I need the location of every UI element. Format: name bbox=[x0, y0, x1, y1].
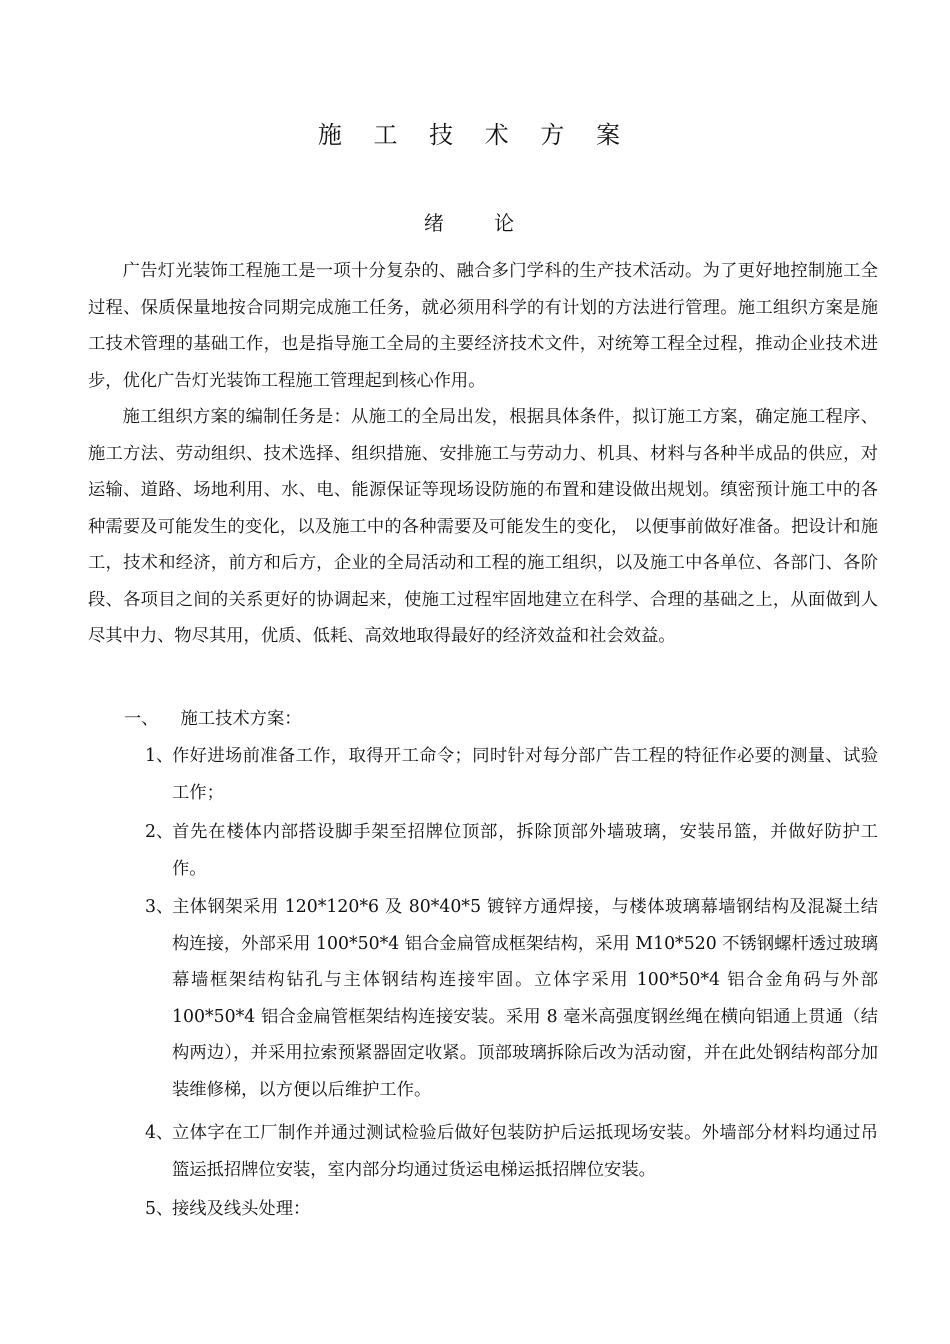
list-item-number: 2、 bbox=[145, 822, 174, 842]
list-item-text: 作好进场前准备工作，取得开工命令；同时针对每分部广告工程的特征作必要的测量、试验工作； bbox=[172, 746, 878, 803]
list-item-text: 首先在楼体内部搭设脚手架至招牌位顶部，拆除顶部外墙玻璃，安装吊篮，并做好防护工作。 bbox=[172, 822, 878, 879]
heading-construction-plan: 一、 施工技术方案： bbox=[124, 709, 302, 729]
list-item-number: 4、 bbox=[145, 1123, 174, 1143]
list-item bbox=[145, 1191, 878, 1228]
list-item bbox=[145, 738, 878, 811]
list-item-text: 主体钢架采用 120*120*6 及 80*40*5 镀锌方通焊接，与楼体玻璃幕墙钢结构及混凝土结构连接，外部采用 100*50*4 铝合金扁管成框架结构，采用 M10*520 不锈钢螺杆透过玻璃幕墙框架结构钻孔与主体钢结构连接牢固。立体字采用 100*50*4 铝合金角码与外部 100*50*4 铝合金扁管框架结构连接安装。采用 8 毫米高强度钢丝绳在横向铝通上贯通（结构两边），并采用拉索预紧器固定收紧。顶部玻璃拆除后改为活动窗，并在此处钢结构部分加装维修梯，以方便以后维护工作。 bbox=[172, 897, 878, 1100]
list-item-text: 立体字在工厂制作并通过测试检验后做好包装防护后运抵现场安装。外墙部分材料均通过吊篮运抵招牌位安装，室内部分均通过货运电梯运抵招牌位安装。 bbox=[172, 1123, 878, 1180]
intro-paragraph-1: 广告灯光装饰工程施工是一项十分复杂的、融合多门学科的生产技术活动。为了更好地控制施工全过程、保质保量地按合同期完成施工任务，就必须用科学的有计划的方法进行管理。施工组织方案是施工技术管理的基础工作，也是指导施工全局的主要经济技术文件，对统筹工程全过程，推动企业技术进步，优化广告灯光装饰工程施工管理起到核心作用。 bbox=[88, 261, 878, 391]
list-item-number: 5、 bbox=[145, 1199, 174, 1219]
section-title: 绪 论 bbox=[423, 211, 537, 235]
document-title: 施 工 技 术 方 案 bbox=[317, 121, 633, 149]
intro-paragraph-2: 施工组织方案的编制任务是：从施工的全局出发，根据具体条件，拟订施工方案，确定施工程序、施工方法、劳动组织、技术选择、组织措施、安排施工与劳动力、机具、材料与各种半成品的供应，对运输、道路、场地利用、水、电、能源保证等现场设防施的布置和建设做出规划。缜密预计施工中的各种需要及可能发生的变化，以及施工中的各种需要及可能发生的变化， 以便事前做好准备。把设计和施工，技术和经济，前方和后方，企业的全局活动和工程的施工组织，以及施工中各单位、各部门、各阶段、各项目之间的关系更好的协调起来，使施工过程牢固地建立在科学、合理的基础之上，从面做到人尽其中力、物尽其用，优质、低耗、高效地取得最好的经济效益和社会效益。 bbox=[88, 407, 878, 646]
list-item-text: 接线及线头处理： bbox=[172, 1199, 311, 1219]
list-item bbox=[145, 814, 878, 887]
list-item-number: 1、 bbox=[145, 746, 174, 766]
list-item bbox=[145, 889, 878, 1108]
list-item-number: 3、 bbox=[145, 897, 174, 917]
list-item bbox=[145, 1115, 878, 1188]
